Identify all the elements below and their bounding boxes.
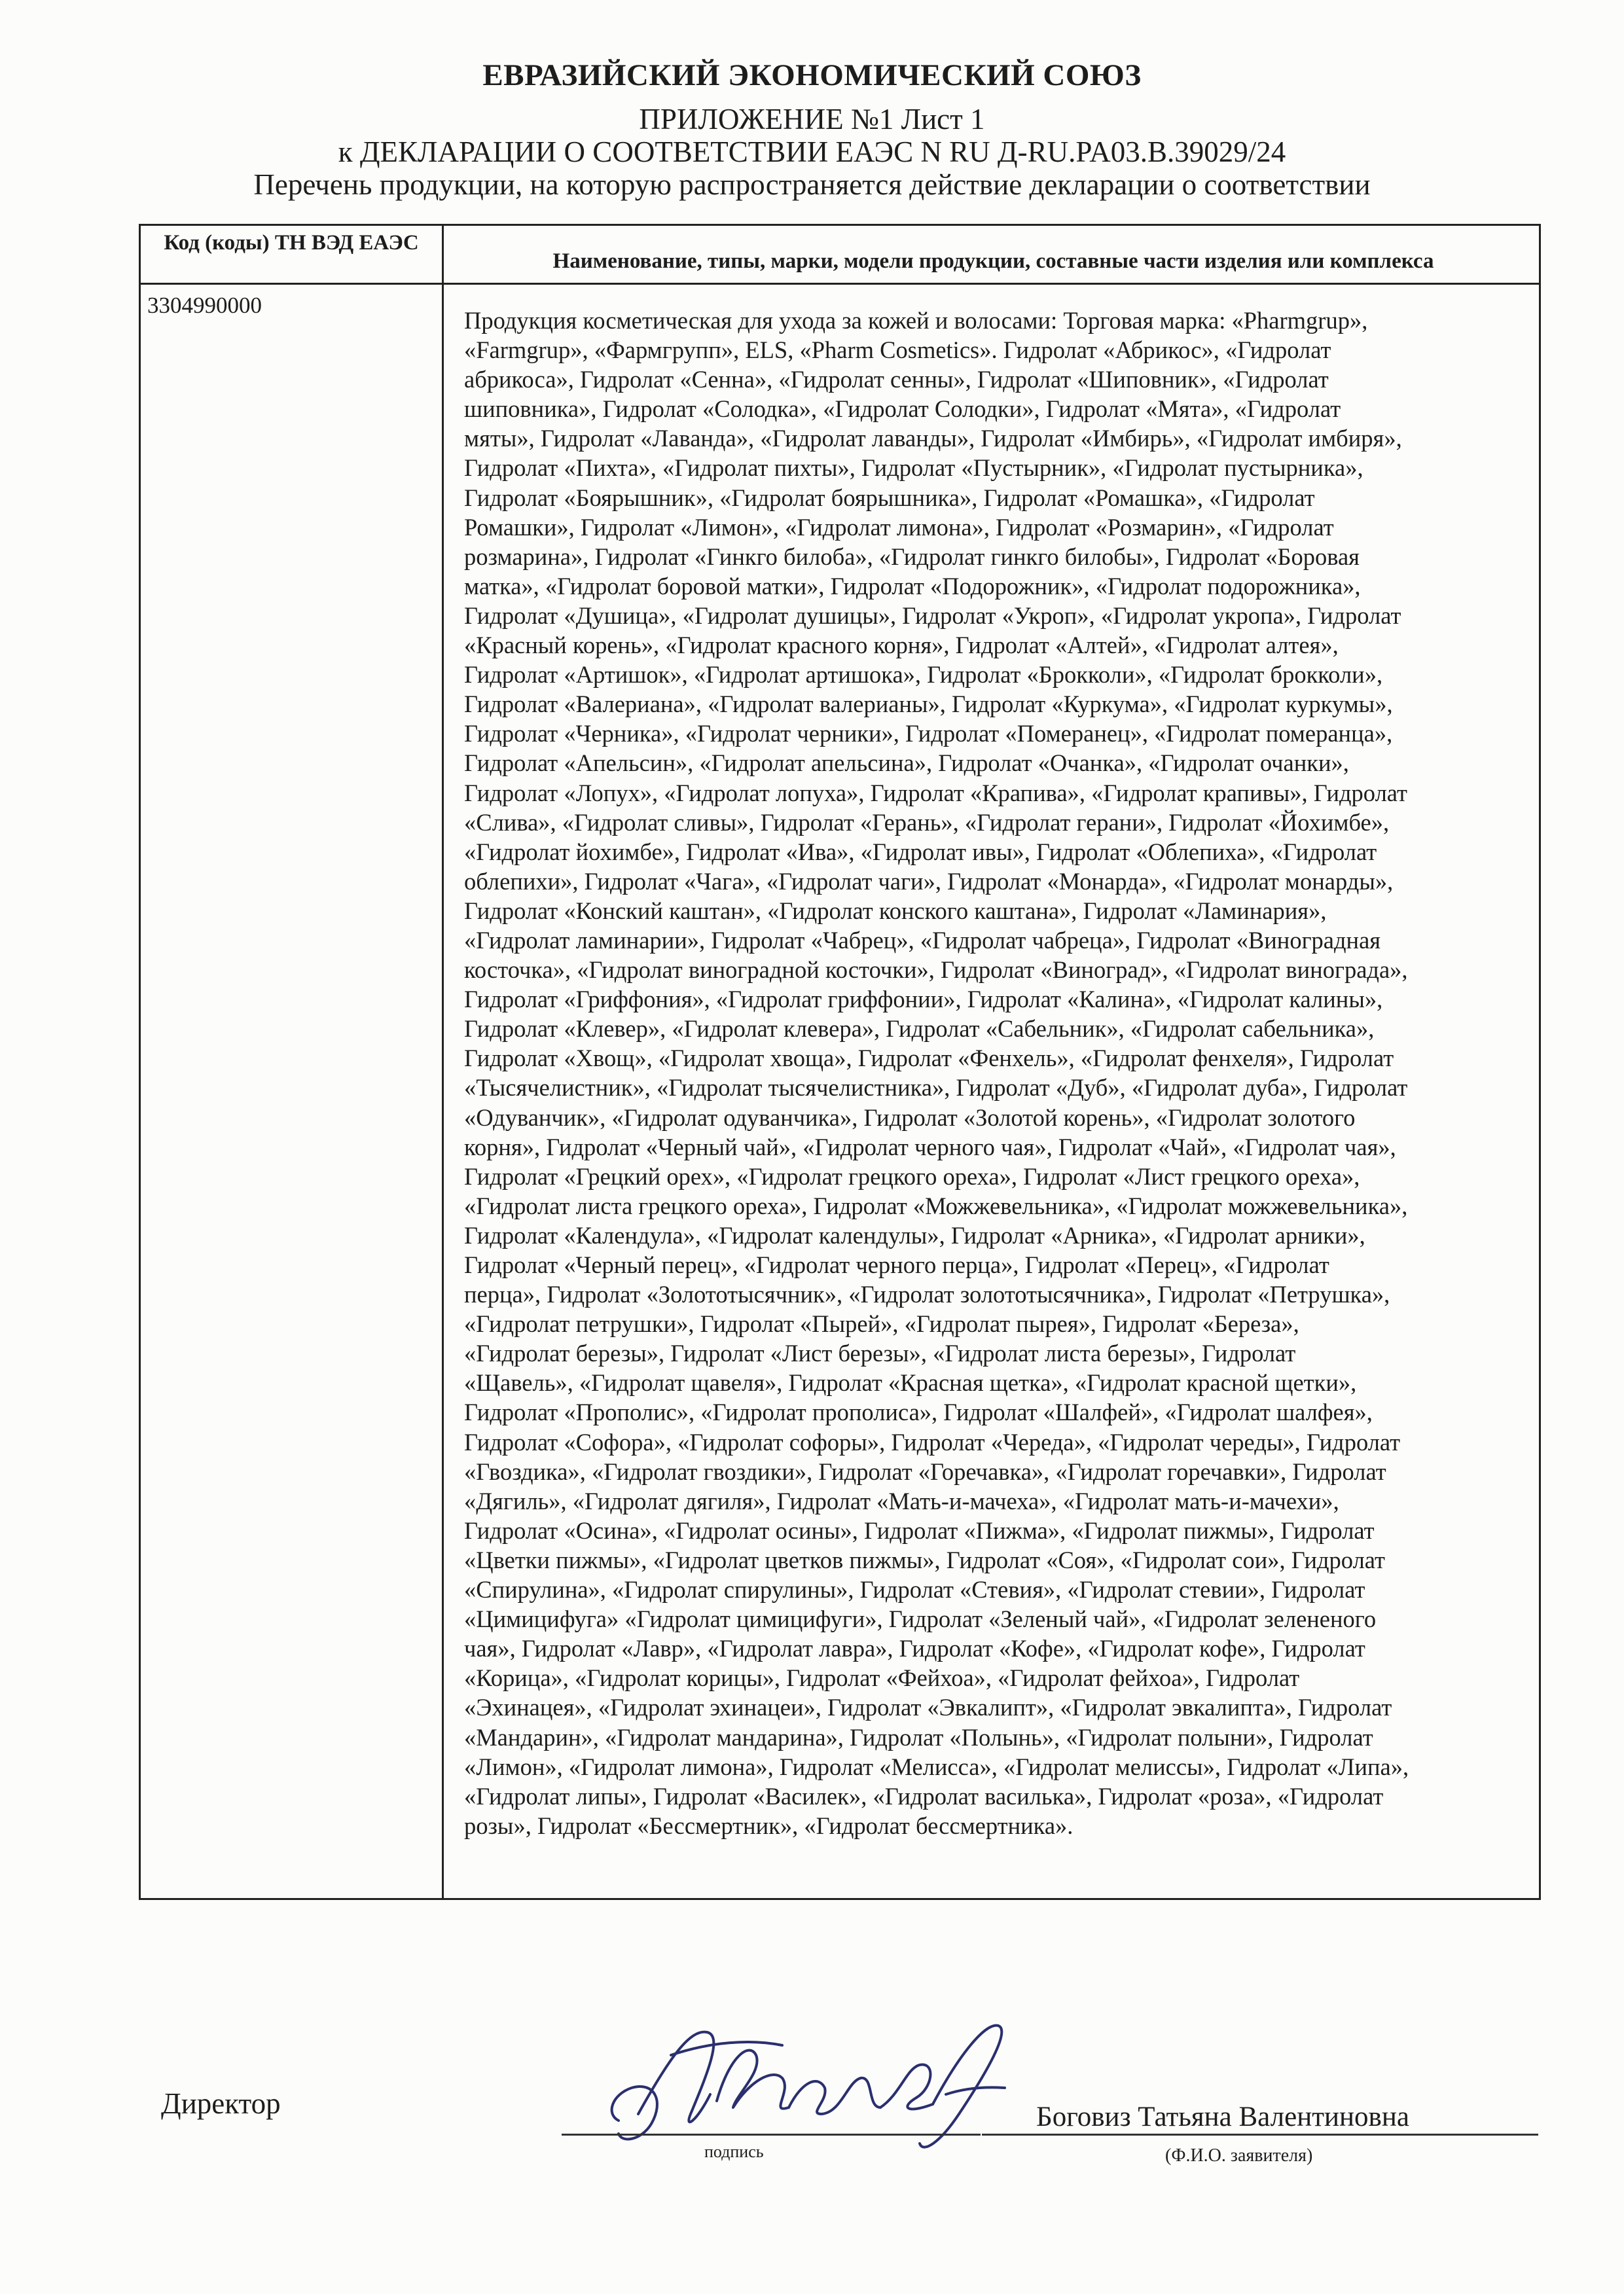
product-line: «Одуванчик», «Гидролат одуванчика», Гидролат «Золотой корень», «Гидролат золотого: [464, 1103, 1356, 1131]
page-subtitle: Перечень продукции, на которую распространяется действие декларации о соответствии: [253, 168, 1371, 201]
product-line: «Farmgrup», «Фармгрупп», ELS, «Pharm Cosmetics». Гидролат «Абрикос», «Гидролат: [464, 336, 1331, 364]
product-line: мяты», Гидролат «Лаванда», «Гидролат лаванды», Гидролат «Имбирь», «Гидролат имбиря»,: [464, 425, 1402, 452]
product-line: Гидролат «Софора», «Гидролат софоры», Гидролат «Череда», «Гидролат череды», Гидролат: [464, 1428, 1401, 1456]
product-line: Продукция косметическая для ухода за кожей и волосами: Торговая марка: «Pharmgrup»,: [464, 307, 1368, 334]
product-line: «Гидролат березы», Гидролат «Лист березы», «Гидролат листа березы», Гидролат: [464, 1340, 1296, 1367]
product-line: «Красный корень», «Гидролат красного корня», Гидролат «Алтей», «Гидролат алтея»,: [464, 632, 1339, 659]
product-line: Гидролат «Артишок», «Гидролат артишока», Гидролат «Брокколи», «Гидролат брокколи»,: [464, 661, 1383, 689]
product-line: Гидролат «Клевер», «Гидролат клевера», Гидролат «Сабельник», «Гидролат сабельника»,: [464, 1015, 1375, 1043]
product-line: «Дягиль», «Гидролат дягиля», Гидролат «Мать-и-мачеха», «Гидролат мать-и-мачехи»,: [464, 1487, 1339, 1514]
product-line: «Мандарин», «Гидролат мандарина», Гидролат «Полынь», «Гидролат полыни», Гидролат: [464, 1723, 1373, 1751]
product-line: Гидролат «Гриффония», «Гидролат гриффонии», Гидролат «Калина», «Гидролат калины»,: [464, 986, 1383, 1013]
appendix-title: ПРИЛОЖЕНИЕ №1 Лист 1: [639, 103, 985, 135]
product-line: «Щавель», «Гидролат щавеля», Гидролат «Красная щетка», «Гидролат красной щетки»,: [464, 1369, 1357, 1397]
product-line: Гидролат «Конский каштан», «Гидролат конского каштана», Гидролат «Ламинария»,: [464, 897, 1327, 924]
product-line: «Лимон», «Гидролат лимона», Гидролат «Мелисса», «Гидролат мелиссы», Гидролат «Липа»,: [464, 1753, 1409, 1780]
position-label: Директор: [161, 2087, 281, 2120]
product-line: шиповника», Гидролат «Солодка», «Гидролат Солодки», Гидролат «Мята», «Гидролат: [464, 395, 1341, 423]
product-line: «Гвоздика», «Гидролат гвоздики», Гидролат «Горечавка», «Гидролат горечавки», Гидролат: [464, 1458, 1386, 1485]
handwritten-signature-icon: [592, 2016, 1038, 2160]
product-table: [139, 224, 1541, 1900]
product-line: косточка», «Гидролат виноградной косточки», Гидролат «Виноград», «Гидролат винограда»,: [464, 956, 1408, 984]
product-line: матка», «Гидролат боровой матки», Гидролат «Подорожник», «Гидролат подорожника»,: [464, 572, 1361, 600]
product-line: «Спирулина», «Гидролат спирулины», Гидролат «Стевия», «Гидролат стевии», Гидролат: [464, 1576, 1365, 1604]
product-line: Гидролат «Лопух», «Гидролат лопуха», Гидролат «Крапива», «Гидролат крапивы», Гидролат: [464, 779, 1407, 806]
product-line: «Цимицифуга» «Гидролат цимицифуги», Гидролат «Зеленый чай», «Гидролат зелененого: [464, 1605, 1377, 1633]
product-line: облепихи», Гидролат «Чага», «Гидролат чаги», Гидролат «Монарда», «Гидролат монарды»,: [464, 867, 1394, 895]
product-line: Гидролат «Грецкий орех», «Гидролат грецкого ореха», Гидролат «Лист грецкого ореха»,: [464, 1162, 1360, 1190]
product-line: Гидролат «Черника», «Гидролат черники», Гидролат «Померанец», «Гидролат померанца»,: [464, 720, 1393, 747]
declaration-number: к ДЕКЛАРАЦИИ О СООТВЕТСТВИИ ЕАЭС N RU Д-RU.PA03.B.39029/24: [338, 135, 1286, 168]
product-line: «Цветки пижмы», «Гидролат цветков пижмы», Гидролат «Соя», «Гидролат сои», Гидролат: [464, 1546, 1385, 1573]
product-line: чая», Гидролат «Лавр», «Гидролат лавра», Гидролат «Кофе», «Гидролат кофе», Гидролат: [464, 1635, 1365, 1662]
product-line: «Слива», «Гидролат сливы», Гидролат «Герань», «Гидролат герани», Гидролат «Йохимбе»,: [464, 808, 1390, 836]
product-line: Ромашки», Гидролат «Лимон», «Гидролат лимона», Гидролат «Розмарин», «Гидролат: [464, 513, 1334, 541]
name-column-header: Наименование, типы, марки, модели продукции, составные части изделия или комплекса: [552, 249, 1434, 273]
product-line: Гидролат «Хвощ», «Гидролат хвоща», Гидролат «Фенхель», «Гидролат фенхеля», Гидролат: [464, 1045, 1394, 1072]
product-line: Гидролат «Календула», «Гидролат календулы», Гидролат «Арника», «Гидролат арники»,: [464, 1221, 1365, 1249]
product-line: Гидролат «Апельсин», «Гидролат апельсина», Гидролат «Очанка», «Гидролат очанки»,: [464, 749, 1349, 777]
product-line: Гидролат «Валериана», «Гидролат валерианы», Гидролат «Куркума», «Гидролат куркумы»,: [464, 690, 1393, 718]
name-line: [982, 2134, 1538, 2136]
product-line: Гидролат «Пихта», «Гидролат пихты», Гидролат «Пустырник», «Гидролат пустырника»,: [464, 454, 1363, 482]
product-line: Гидролат «Боярышник», «Гидролат боярышника», Гидролат «Ромашка», «Гидролат: [464, 484, 1315, 511]
applicant-name: Боговиз Татьяна Валентиновна: [1036, 2102, 1409, 2132]
product-line: Гидролат «Осина», «Гидролат осины», Гидролат «Пижма», «Гидролат пижмы», Гидролат: [464, 1516, 1375, 1544]
product-line: «Гидролат листа грецкого ореха», Гидролат «Можжевельника», «Гидролат можжевельника»,: [464, 1192, 1408, 1219]
product-line: Гидролат «Прополис», «Гидролат прополиса», Гидролат «Шалфей», «Гидролат шалфея»,: [464, 1399, 1373, 1426]
product-line: «Гидролат йохимбе», Гидролат «Ива», «Гидролат ивы», Гидролат «Облепиха», «Гидролат: [464, 838, 1377, 865]
org-title: ЕВРАЗИЙСКИЙ ЭКОНОМИЧЕСКИЙ СОЮЗ: [482, 58, 1142, 92]
product-line: корня», Гидролат «Черный чай», «Гидролат черного чая», Гидролат «Чай», «Гидролат чая»,: [464, 1133, 1396, 1160]
product-line: «Корица», «Гидролат корицы», Гидролат «Фейхоа», «Гидролат фейхоа», Гидролат: [464, 1664, 1300, 1692]
product-line: перца», Гидролат «Золототысячник», «Гидролат золототысячника», Гидролат «Петрушка»,: [464, 1281, 1390, 1308]
product-line: «Гидролат липы», Гидролат «Василек», «Гидролат василька», Гидролат «роза», «Гидролат: [464, 1782, 1384, 1810]
product-line: Гидролат «Черный перец», «Гидролат черного перца», Гидролат «Перец», «Гидролат: [464, 1251, 1329, 1278]
product-line: «Гидролат ламинарии», Гидролат «Чабрец», «Гидролат чабреца», Гидролат «Виноградная: [464, 926, 1381, 954]
product-description: [464, 306, 1534, 1840]
header-divider: [141, 283, 1539, 285]
code-column-header: Код (коды) ТН ВЭД ЕАЭС: [164, 231, 419, 255]
product-line: Гидролат «Душица», «Гидролат душицы», Гидролат «Укроп», «Гидролат укропа», Гидролат: [464, 601, 1401, 629]
name-caption: (Ф.И.О. заявителя): [1165, 2145, 1313, 2166]
product-line: «Гидролат петрушки», Гидролат «Пырей», «Гидролат пырея», Гидролат «Береза»,: [464, 1310, 1299, 1338]
tn-ved-code: 3304990000: [147, 293, 262, 318]
column-divider: [442, 226, 444, 1898]
product-line: розы», Гидролат «Бессмертник», «Гидролат бессмертника».: [464, 1812, 1074, 1839]
product-line: абрикоса», Гидролат «Сенна», «Гидролат сенны», Гидролат «Шиповник», «Гидролат: [464, 366, 1329, 393]
signature-line: [562, 2134, 981, 2136]
product-line: «Эхинацея», «Гидролат эхинацеи», Гидролат «Эвкалипт», «Гидролат эвкалипта», Гидролат: [464, 1694, 1392, 1721]
signature-caption: подпись: [704, 2142, 764, 2161]
product-line: розмарина», Гидролат «Гинкго билоба», «Гидролат гинкго билобы», Гидролат «Боровая: [464, 543, 1360, 570]
product-line: «Тысячелистник», «Гидролат тысячелистника», Гидролат «Дуб», «Гидролат дуба», Гидролат: [464, 1074, 1408, 1102]
